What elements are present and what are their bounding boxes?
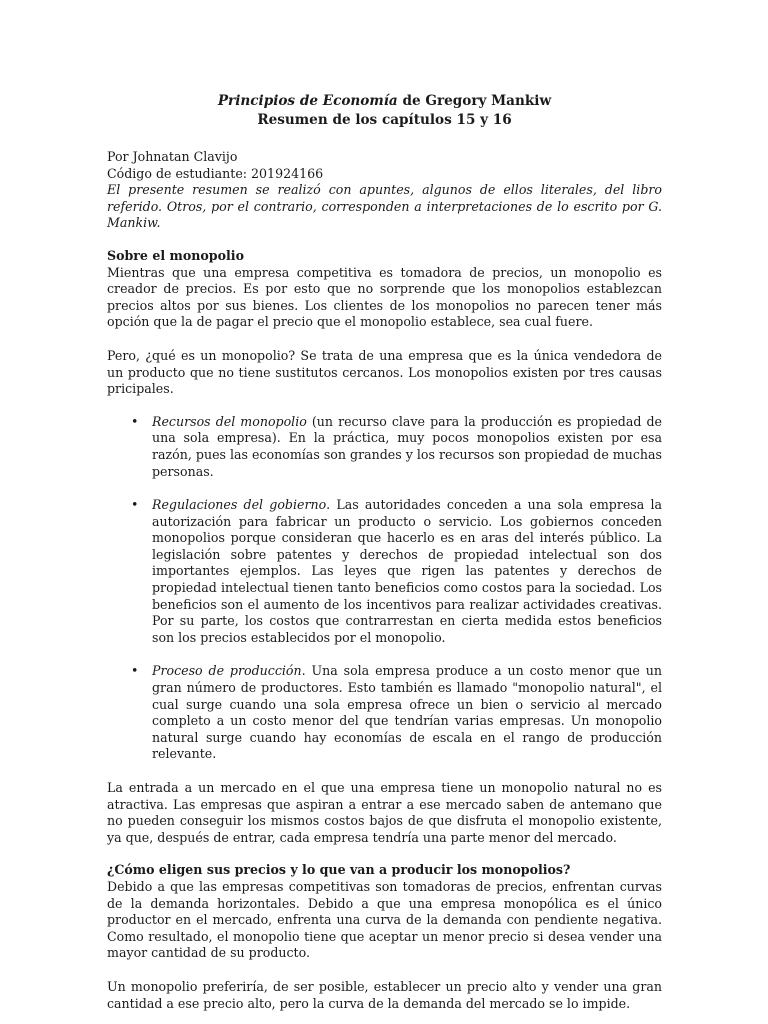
bullet-icon: • (131, 497, 139, 513)
paragraph: Debido a que las empresas competitivas son tomadoras de precios, enfrentan curvas de la demanda horizontales. Debido a que una empresa monopólica es el único productor en el mercado, enfrenta una curva de la demanda con pendiente negativa. Como resultado, el monopolio tiene que aceptar un menor precio si desea vender una mayor cantidad de su producto. (107, 878, 662, 961)
paragraph: La entrada a un mercado en el que una empresa tiene un monopolio natural no es atractiva. Las empresas que aspiran a entrar a ese mercado saben de antemano que no pueden conseguir los mismos costos bajos de que disfruta el monopolio existente, ya que, después de entrar, cada empresa tendría una parte menor del mercado. (107, 780, 662, 845)
author-note: El presente resumen se realizó con apuntes, algunos de ellos literales, del libro referido. Otros, por el contrario, corresponden a interpretaciones de lo escrito por G. Mankiw. (107, 182, 662, 231)
list-item-term: Proceso de producción (152, 663, 302, 679)
book-author: de Gregory Mankiw (397, 93, 552, 109)
paragraph: Pero, ¿qué es un monopolio? Se trata de una empresa que es la única vendedora de un producto que no tiene sustitutos cercanos. Los monopolios existen por tres causas pricipales. (107, 347, 662, 397)
author-block (107, 149, 662, 232)
causes-list (107, 414, 662, 763)
paragraph: Un monopolio preferiría, de ser posible, establecer un precio alto y vender una gran cantidad a ese precio alto, pero la curva de la demanda del mercado se lo impide. (107, 978, 662, 1011)
document-title (107, 92, 662, 110)
list-item (107, 663, 662, 763)
list-item-term: Recursos del monopolio (152, 413, 307, 429)
list-item-text: . Las autoridades conceden a una sola empresa la autorización para fabricar un producto o servicio. Los gobiernos conceden monopolios porque consideran que hacerlo es en aras del interés público. La legislación sobre patentes y derechos de propiedad intelectual son dos importantes ejemplos. Las leyes que rigen las patentes y derechos de propiedad intelectual tienen tanto beneficios como costos para la sociedad. Los beneficios son el aumento de los incentivos para realizar actividades creativas. Por su parte, los costos que contrarrestan en cierta medida estos beneficios son los precios establecidos por el monopolio. (152, 497, 662, 645)
section-heading: Sobre el monopolio (107, 247, 244, 263)
bullet-icon: • (131, 413, 139, 429)
author-name: Por Johnatan Clavijo (107, 149, 238, 164)
student-code: Código de estudiante: 201924166 (107, 165, 324, 181)
list-item-text: . Una sola empresa produce a un costo menor que un gran número de productores. Esto también es llamado "monopolio natural", el cual surge cuando una sola empresa ofrece un bien o servicio al mercado completo a un costo menor del que tendrían varias empresas. Un monopolio natural surge cuando hay economías de escala en el rango de producción relevante. (152, 663, 662, 762)
list-item (107, 497, 662, 646)
section-heading: ¿Cómo eligen sus precios y lo que van a producir los monopolios? (107, 862, 571, 878)
book-title: Principios de Economía (217, 93, 398, 109)
section-monopoly (107, 248, 662, 846)
paragraph: Mientras que una empresa competitiva es tomadora de precios, un monopolio es creador de precios. Es por esto que no sorprende que los monopolios establezcan precios altos por sus bienes. Los clientes de los monopolios no parecen tener más opción que la de pagar el precio que el monopolio establece, sea cual fuere. (107, 264, 662, 330)
list-item (107, 414, 662, 480)
document-subtitle: Resumen de los capítulos 15 y 16 (257, 112, 512, 128)
bullet-icon: • (131, 663, 139, 679)
section-pricing (107, 862, 662, 1012)
list-item-text: (un recurso clave para la producción es propiedad de una sola empresa). En la práctica, muy pocos monopolios existen por esa razón, pues las economías son grandes y los recursos son propiedad de muchas personas. (152, 413, 662, 479)
list-item-term: Regulaciones del gobierno (152, 497, 327, 513)
